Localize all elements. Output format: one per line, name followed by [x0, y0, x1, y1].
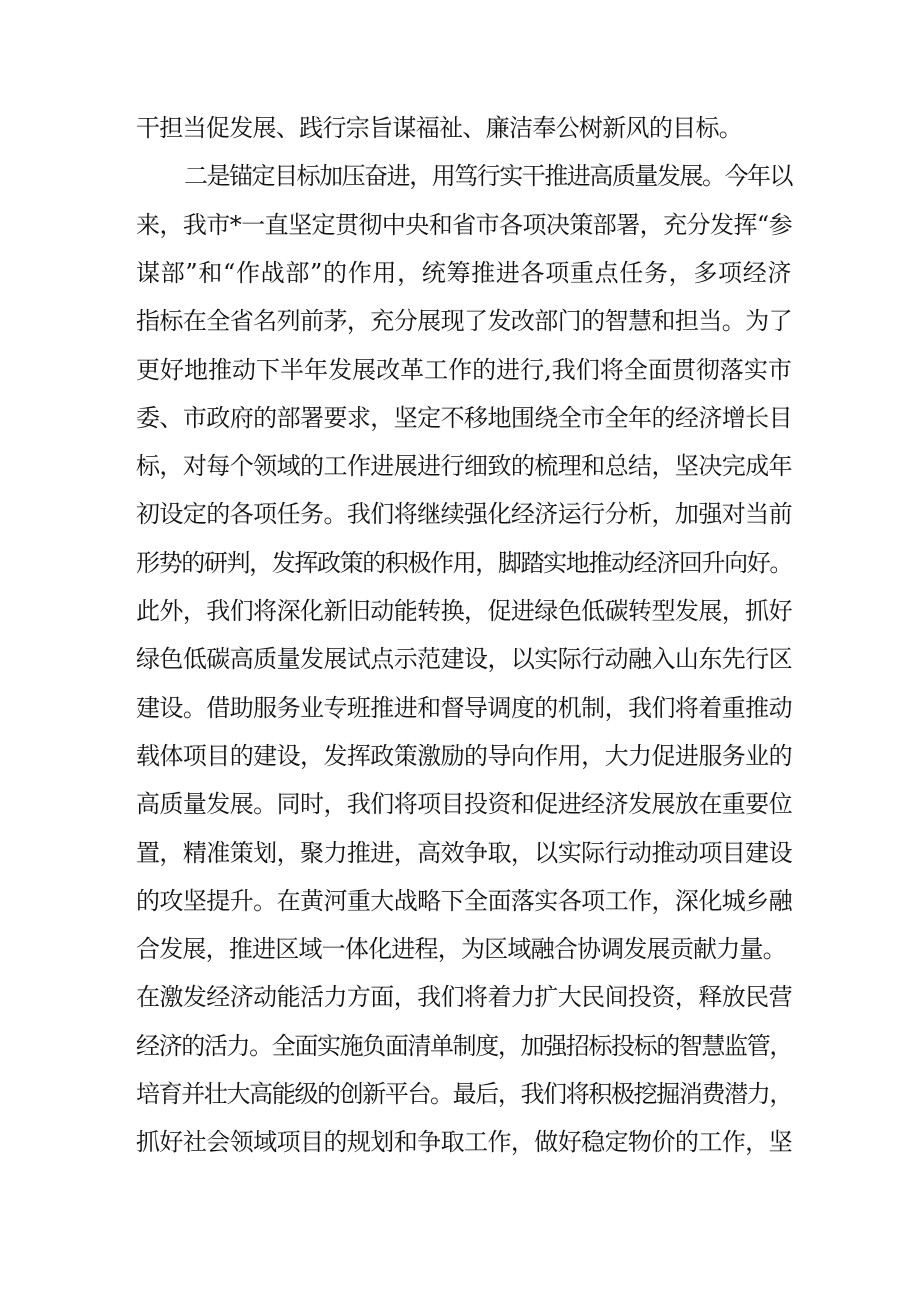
text-line: 来，我市*一直坚定贯彻中央和省市各项决策部署，充分发挥“参: [136, 211, 793, 239]
text-line: 委、市政府的部署要求，坚定不移地围绕全市全年的经济增长目: [136, 404, 793, 432]
text-line: 绿色低碳高质量发展试点示范建设，以实际行动融入山东先行区: [136, 645, 793, 673]
text-line: 此外，我们将深化新旧动能转换，促进绿色低碳转型发展，抓好: [136, 597, 793, 625]
text-line: 指标在全省名列前茅，充分展现了发改部门的智慧和担当。为了: [136, 307, 793, 335]
text-line: 二是锚定目标加压奋进，用笃行实干推进高质量发展。今年以: [184, 162, 793, 190]
text-line: 在激发经济动能活力方面，我们将着力扩大民间投资，释放民营: [136, 983, 793, 1011]
text-line: 置，精准策划，聚力推进，高效争取，以实际行动推动项目建设: [136, 839, 793, 867]
text-line: 抓好社会领域项目的规划和争取工作，做好稳定物价的工作，坚: [136, 1128, 793, 1156]
text-line: 谋部”和“作战部”的作用，统筹推进各项重点任务，多项经济: [136, 259, 793, 287]
text-line: 干担当促发展、践行宗旨谋福祉、廉洁奉公树新风的目标。: [136, 114, 743, 142]
text-line: 更好地推动下半年发展改革工作的进行,我们将全面贯彻落实市: [136, 356, 792, 384]
text-line: 初设定的各项任务。我们将继续强化经济运行分析，加强对当前: [136, 500, 793, 528]
text-line: 标，对每个领域的工作进展进行细致的梳理和总结，坚决完成年: [136, 452, 793, 480]
text-line: 建设。借助服务业专班推进和督导调度的机制，我们将着重推动: [136, 694, 793, 722]
text-line: 高质量发展。同时，我们将项目投资和促进经济发展放在重要位: [136, 790, 793, 818]
text-line: 合发展，推进区域一体化进程，为区域融合协调发展贡献力量。: [136, 935, 786, 963]
text-line: 载体项目的建设，发挥政策激励的导向作用，大力促进服务业的: [136, 742, 793, 770]
text-line: 的攻坚提升。在黄河重大战略下全面落实各项工作，深化城乡融: [136, 887, 793, 915]
text-line: 培育并壮大高能级的创新平台。最后，我们将积极挖掘消费潜力，: [136, 1080, 792, 1108]
text-line: 形势的研判，发挥政策的积极作用，脚踏实地推动经济回升向好。: [136, 549, 792, 577]
text-line: 经济的活力。全面实施负面清单制度，加强招标投标的智慧监管，: [136, 1032, 792, 1060]
